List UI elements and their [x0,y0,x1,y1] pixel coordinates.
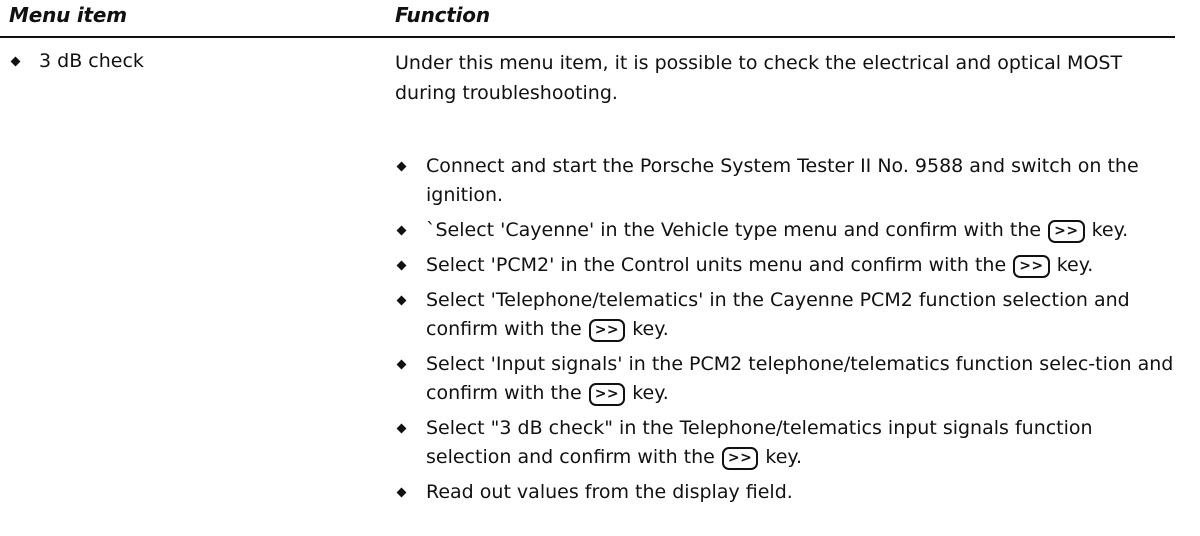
diamond-bullet-icon [397,261,407,271]
step-text [426,350,1175,408]
procedure-step [395,350,1175,408]
step-text-before: Read out values from the display field. [426,481,793,503]
diamond-bullet-icon [397,296,407,306]
step-text [426,286,1175,344]
diamond-bullet-icon [11,57,21,67]
step-text [426,216,1175,245]
step-text-after: key. [1085,219,1129,241]
procedure-step [395,216,1175,245]
procedure-step [395,414,1175,472]
forward-key-icon: >> [589,383,625,406]
procedure-step [395,478,1175,507]
step-text-after: key. [1050,254,1094,276]
step-text [426,414,1175,472]
step-text-before: Connect and start the Porsche System Tester II No. 9588 and switch on the ignition. [426,155,1139,206]
diamond-bullet-icon [397,488,407,498]
step-text-before: Select 'Input signals' in the PCM2 telephone/telematics function selec-tion and confirm with the [426,353,1174,404]
step-text [426,251,1175,280]
diamond-bullet-icon [397,360,407,370]
function-intro: Under this menu item, it is possible to check the electrical and optical MOST during troubleshooting. [395,52,1123,104]
step-text [426,152,1175,210]
step-text-after: key. [759,446,803,468]
step-text-after: key. [626,318,669,340]
step-text-after: key. [626,382,669,404]
forward-key-icon: >> [589,319,625,342]
forward-key-icon: >> [1013,255,1049,278]
menu-item-column-heading: Menu item [9,3,127,27]
menu-item-entry [9,48,144,74]
forward-key-icon: >> [722,447,758,470]
diamond-bullet-icon [397,162,407,172]
procedure-steps [395,152,1175,513]
step-text-before: Select "3 dB check" in the Telephone/telematics input signals function selection and confirm with the [426,417,1093,468]
step-text [426,478,1175,507]
procedure-step [395,286,1175,344]
step-text-before: `Select 'Cayenne' in the Vehicle type menu and confirm with the [426,219,1048,241]
step-text-before: Select 'Telephone/telematics' in the Cayenne PCM2 function selection and confirm with the [426,289,1130,340]
forward-key-icon: >> [1048,220,1084,243]
menu-item-label: 3 dB check [39,50,144,72]
diamond-bullet-icon [397,424,407,434]
step-text-before: Select 'PCM2' in the Control units menu and confirm with the [426,254,1013,276]
function-column-heading: Function [395,3,490,27]
table-header [0,0,1175,38]
procedure-step [395,152,1175,210]
procedure-step [395,251,1175,280]
diamond-bullet-icon [397,226,407,236]
